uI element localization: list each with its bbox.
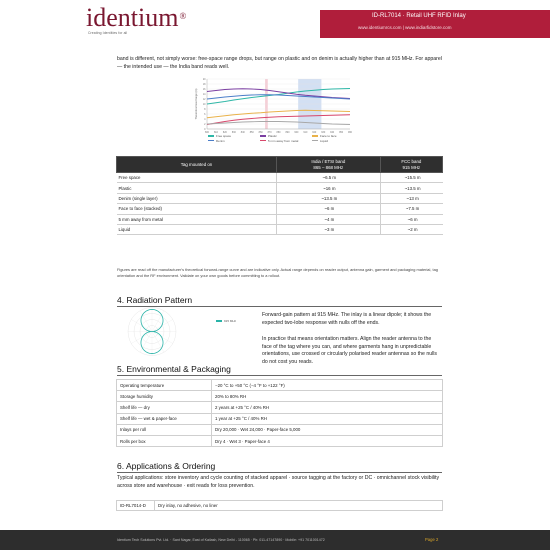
table-cell: Operating temperature <box>117 380 212 391</box>
radiation-paragraph-2: In practice that means orientation matters. Align the reader antenna to the face of the tag where you can, and where garments hang in unpredictable orientations, use crossed or circularly polarised reader antennas so the nulls do not cost you reads. <box>262 336 438 365</box>
read-range-chart <box>185 75 360 155</box>
table-cell: ~4 m <box>277 214 381 224</box>
table-cell: ~15.5 m <box>380 173 442 183</box>
read-range-table <box>116 156 443 235</box>
table-cell: Dry 4 · Wet 3 · Paper-face 4 <box>212 435 443 446</box>
table-cell: Dry inlay, no adhesive, no liner <box>155 501 443 511</box>
y-axis-label: Theoretical read range (m) <box>195 88 198 120</box>
x-tick-label: 920 <box>312 131 317 134</box>
x-tick-label: 960 <box>348 131 352 134</box>
legend-item <box>312 139 328 143</box>
company-logo: identium® <box>86 3 187 32</box>
range-table-header: India / ETSI band 865 – 868 MHz <box>277 157 381 173</box>
legend-swatch <box>208 140 214 141</box>
table-cell: ~13.5 m <box>380 183 442 193</box>
table-cell: Dry 20,000 · Wet 24,000 · Paper-face 5,000 <box>212 424 443 435</box>
table-row <box>117 402 443 413</box>
legend-label: Liquid <box>320 138 329 143</box>
y-tick-label: 14 <box>202 92 206 96</box>
table-row <box>117 204 443 214</box>
range-note: Figures are read off the manufacturer's theoretical forward-range curve and are indicative only. Actual range depends on reader output, antenna gain, garment and packaging material, tag orientation and the RF environment. Validate on your own goods before committing to a rollout. <box>117 267 438 278</box>
table-cell: ~16 m <box>277 183 381 193</box>
legend-label: 5 mm away from metal <box>268 138 299 143</box>
table-cell: Liquid <box>117 224 277 234</box>
radiation-pattern-plot <box>117 304 255 359</box>
x-tick-label: 820 <box>222 131 227 134</box>
legend-swatch <box>216 320 222 321</box>
y-tick-label: 2 <box>204 122 206 126</box>
table-cell: 2 years at +25 °C / 40% RH <box>212 402 443 413</box>
range-table-header: Tag mounted on <box>117 157 277 173</box>
legend-item <box>312 134 337 138</box>
x-tick-label: 880 <box>276 131 281 134</box>
y-tick-label: 20 <box>202 77 206 81</box>
document-id: ID-RL7014 · Retail UHF RFID Inlay <box>372 13 466 19</box>
table-cell: ~13.5 m <box>277 193 381 203</box>
table-cell: ~6 m <box>380 214 442 224</box>
polar-spoke <box>152 311 164 332</box>
radiation-legend <box>216 319 236 323</box>
page-footer <box>0 530 550 550</box>
table-row <box>117 435 443 446</box>
x-tick-label: 850 <box>249 131 254 134</box>
table-cell: Shelf life — wet & paper-face <box>117 413 212 424</box>
table-cell: ~6 m <box>277 204 381 214</box>
table-cell: Denim (single layer) <box>117 193 277 203</box>
legend-swatch <box>260 140 266 141</box>
legend-item <box>260 134 277 138</box>
legend-item <box>260 139 298 143</box>
legend-label: Plastic <box>268 134 277 138</box>
table-row <box>117 193 443 203</box>
x-tick-label: 840 <box>240 131 245 134</box>
table-cell: Rolls per box <box>117 435 212 446</box>
table-row <box>117 183 443 193</box>
legend-item <box>208 139 225 143</box>
y-tick-label: 4 <box>204 117 206 121</box>
polar-spoke <box>152 332 164 353</box>
polar-spoke <box>140 311 152 332</box>
table-row <box>117 501 443 511</box>
x-tick-label: 940 <box>330 131 335 134</box>
table-row <box>117 424 443 435</box>
environmental-table <box>116 379 443 447</box>
section-heading-radiation: 4. Radiation Pattern <box>117 295 442 307</box>
polar-spoke <box>131 332 152 344</box>
y-tick-label: 8 <box>204 107 206 111</box>
radiation-legend-label: 915 MHz <box>224 319 237 323</box>
y-tick-label: 12 <box>202 97 206 101</box>
table-cell: ID-RL7014-D <box>117 501 155 511</box>
polar-spoke <box>140 332 152 353</box>
y-tick-label: 18 <box>202 82 206 86</box>
page-number: Page 2 <box>425 537 439 542</box>
section-heading-applications: 6. Applications & Ordering <box>117 461 442 473</box>
table-row <box>117 380 443 391</box>
table-row <box>117 214 443 224</box>
applications-paragraph: Typical applications: store inventory and cycle counting of stacked apparel · source tagging at the factory or DC · omnichannel stock visibility across store and warehouse · exit reads for loss prevention. <box>117 475 440 489</box>
table-cell: Free space <box>117 173 277 183</box>
x-tick-label: 870 <box>267 131 272 134</box>
x-tick-label: 860 <box>258 131 263 134</box>
y-tick-label: 10 <box>202 102 206 106</box>
table-cell: ~3 m <box>277 224 381 234</box>
page-header <box>0 0 550 38</box>
table-cell: Face to face (stacked) <box>117 204 277 214</box>
table-row <box>117 413 443 424</box>
x-tick-label: 890 <box>285 131 290 134</box>
x-tick-label: 830 <box>231 131 236 134</box>
x-tick-label: 900 <box>294 131 299 134</box>
table-cell: Shelf life — dry <box>117 402 212 413</box>
legend-label: Face to face <box>320 134 337 138</box>
ordering-table <box>116 500 443 511</box>
radiation-paragraph-1: Forward-gain pattern at 915 MHz. The inlay is a linear dipole; it shows the expected two-lobe response with nulls off the ends. <box>262 312 432 326</box>
polar-spoke <box>152 320 173 332</box>
y-tick-label: 16 <box>202 87 206 91</box>
table-cell: Storage humidity <box>117 391 212 402</box>
y-tick-label: 6 <box>204 112 206 116</box>
polar-spoke <box>131 320 152 332</box>
x-tick-label: 800 <box>205 131 209 134</box>
table-cell: ~2 m <box>380 224 442 234</box>
legend-swatch <box>312 140 318 141</box>
header-bar <box>320 10 550 38</box>
website-links[interactable]: www.identiumrcs.com | www.indiarfidstore.com <box>358 25 452 30</box>
table-row <box>117 224 443 234</box>
table-cell: ~13 m <box>380 193 442 203</box>
section-heading-environmental: 5. Environmental & Packaging <box>117 364 442 376</box>
table-cell: 1 year at +25 °C / 40% RH <box>212 413 443 424</box>
table-cell: ~6.5 m <box>277 173 381 183</box>
x-tick-label: 810 <box>213 131 218 134</box>
table-cell: 5 mm away from metal <box>117 214 277 224</box>
polar-spoke <box>152 332 173 344</box>
footer-address: Identium Tech Solutions Pvt. Ltd. · Sant Nagar, East of Kailash, New Delhi - 110065 · Ph: 011-47147890 · Mobile: +91 7011001472 <box>117 538 325 542</box>
intro-paragraph: band is different, not simply worse: free-space range drops, but range on plastic and on denim is actually higher than at 915 MHz. For apparel — the intended use — the India band reads well. <box>117 56 442 70</box>
table-row <box>117 173 443 183</box>
x-tick-label: 910 <box>303 131 308 134</box>
y-tick-label: 0 <box>204 127 206 131</box>
table-row <box>117 391 443 402</box>
legend-swatch <box>260 135 266 136</box>
table-cell: Plastic <box>117 183 277 193</box>
table-cell: Inlays per roll <box>117 424 212 435</box>
range-table-header: FCC band 915 MHz <box>380 157 442 173</box>
table-cell: ~7.5 m <box>380 204 442 214</box>
x-tick-label: 950 <box>339 131 344 134</box>
legend-label: Free space <box>216 134 232 138</box>
legend-swatch <box>312 135 318 136</box>
legend-label: Denim <box>216 138 225 143</box>
x-tick-label: 930 <box>321 131 326 134</box>
legend-swatch <box>208 135 214 136</box>
legend-item <box>208 134 231 138</box>
table-cell: 20% to 80% RH <box>212 391 443 402</box>
logo-tagline: Creating Identities for all <box>88 31 128 35</box>
table-cell: −20 °C to +50 °C (−4 °F to +122 °F) <box>212 380 443 391</box>
